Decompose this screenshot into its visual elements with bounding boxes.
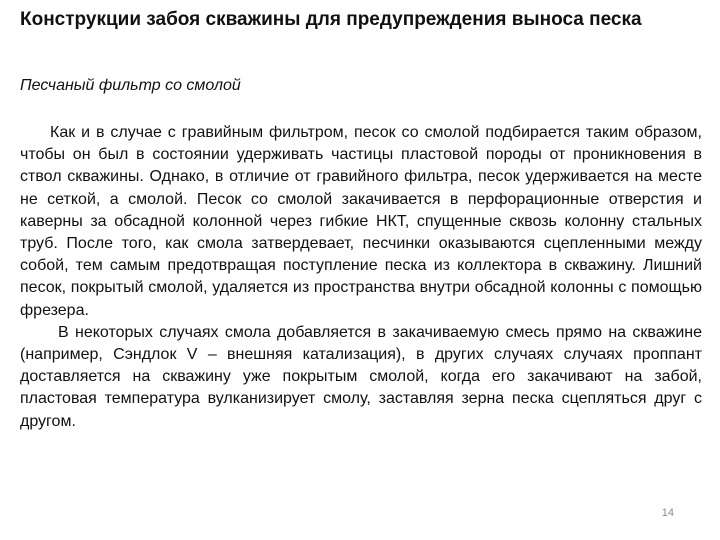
body-text [20,122,702,433]
paragraph-1: Как и в случае с гравийным фильтром, песок со смолой подбирается таким образом, чтобы он был в состоянии удерживать частицы пластовой породы от проникновения в ствол скважины. Однако, в отличие от гравийного фильтра, песок удерживается на месте не сеткой, а смолой. Песок со смолой закачивается в перфорационные отверстия и каверны за обсадной колонной через гибкие НКТ, спущенные сквозь колонну стальных труб. После того, как смола затвердевает, песчинки оказываются сцепленными между собой, тем самым предотвращая поступление песка из коллектора в скважину. Лишний песок, покрытый смолой, удаляется из пространства внутри обсадной колонны с помощью фрезера. [20,124,702,319]
section-subtitle: Песчаный фильтр со смолой [20,77,241,94]
page-number: 14 [661,507,674,519]
slide-title: Конструкции забоя скважины для предупреждения выноса песка [20,9,642,30]
paragraph-2: В некоторых случаях смола добавляется в закачиваемую смесь прямо на скважине (например, Сэндлок V – внешняя катализация), в других случаях случаях проппант доставляется на скважину уже покрытым смолой, когда его закачивают на забой, пластовая температура вулканизирует смолу, заставляя зерна песка сцепляться друг с другом. [20,323,702,430]
